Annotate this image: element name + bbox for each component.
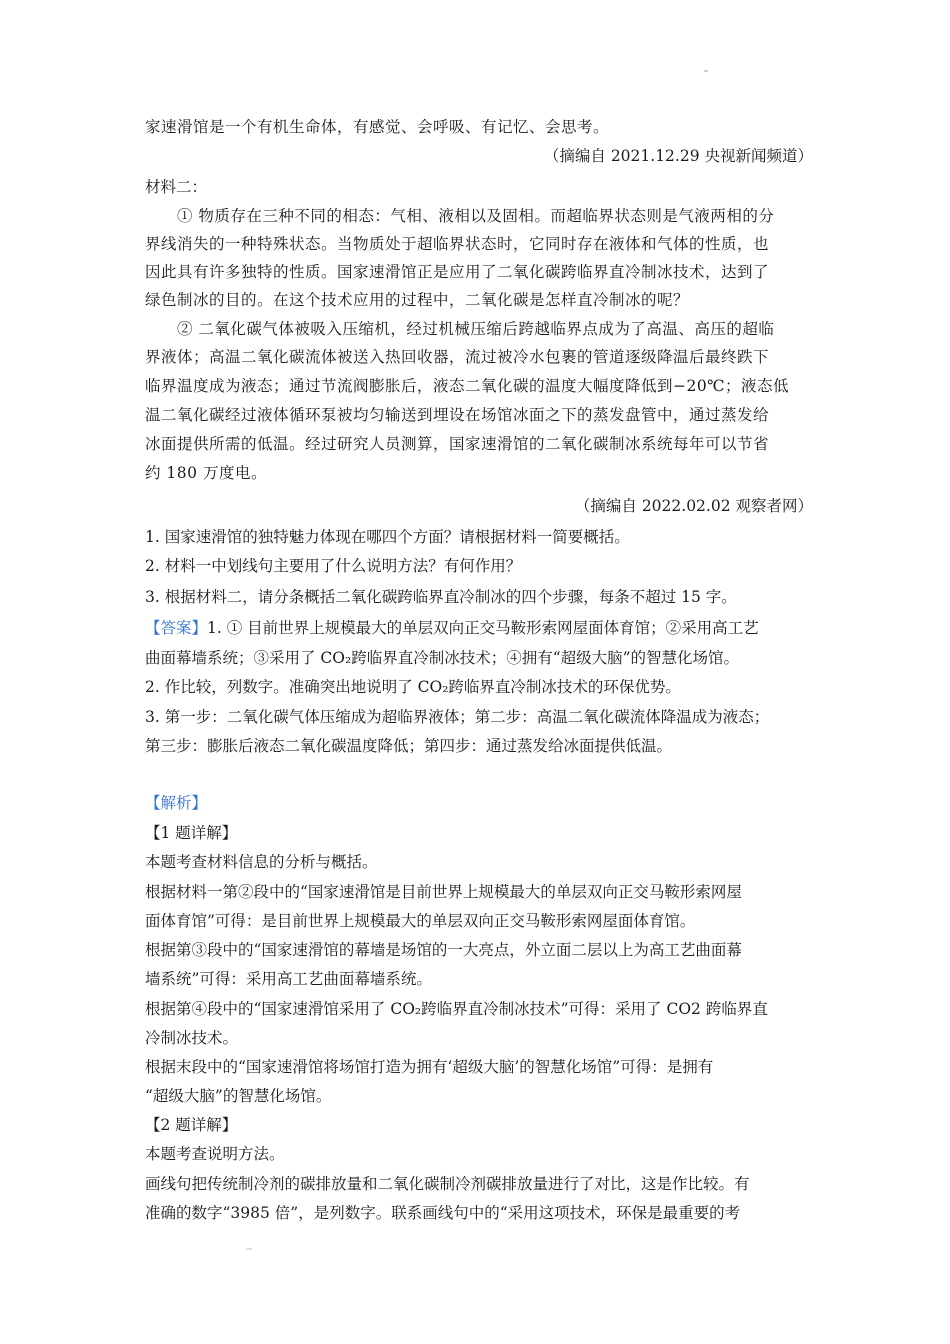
analysis-line: 本题考查说明方法。 bbox=[145, 1145, 285, 1163]
material2-line: 界线消失的一种特殊状态。当物质处于超临界状态时，它同时存在液体和气体的性质，也 bbox=[145, 235, 770, 253]
analysis-line: “超级大脑”的智慧化场馆。 bbox=[145, 1087, 332, 1105]
material2-line: 约 180 万度电。 bbox=[145, 464, 267, 482]
answer-line-1 bbox=[145, 617, 813, 641]
source-citation-2: （摘编自 2022.02.02 观察者网） bbox=[574, 497, 813, 515]
material1-tail: 家速滑馆是一个有机生命体，有感觉、会呼吸、有记忆、会思考。 bbox=[145, 118, 610, 136]
question-2: 2. 材料一中划线句主要用了什么说明方法？有何作用？ bbox=[145, 557, 522, 575]
analysis-line: 【1 题详解】 bbox=[145, 824, 238, 842]
material2-line: 临界温度成为液态；通过节流阀膨胀后，液态二氧化碳的温度大幅度降低到−20℃；液态低 bbox=[145, 377, 790, 395]
material2-line: ① 物质存在三种不同的相态：气相、液相以及固相。而超临界状态则是气液两相的分 bbox=[177, 207, 775, 225]
analysis-line: 根据第③段中的“国家速滑馆的幕墙是场馆的一大亮点，外立面二层以上为高工艺曲面幕 bbox=[145, 941, 742, 959]
analysis-line: 根据末段中的“国家速滑馆将场馆打造为拥有‘超级大脑’的智慧化场馆”可得：是拥有 bbox=[145, 1058, 714, 1076]
page-mark bbox=[246, 1248, 252, 1250]
answer-line: 第三步：膨胀后液态二氧化碳温度降低；第四步：通过蒸发给冰面提供低温。 bbox=[145, 737, 673, 755]
analysis-line: 面体育馆”可得：是目前世界上规模最大的单层双向正交马鞍形索网屋面体育馆。 bbox=[145, 912, 696, 930]
analysis-line: 墙系统”可得：采用高工艺曲面幕墙系统。 bbox=[145, 970, 432, 988]
material2-line: ② 二氧化碳气体被吸入压缩机，经过机械压缩后跨越临界点成为了高温、高压的超临 bbox=[177, 320, 775, 338]
material2-title: 材料二： bbox=[145, 178, 208, 196]
material2-line: 因此具有许多独特的性质。国家速滑馆正是应用了二氧化碳跨临界直冷制冰技术，达到了 bbox=[145, 263, 770, 281]
analysis-label: 【解析】 bbox=[145, 794, 208, 812]
analysis-line: 冷制冰技术。 bbox=[145, 1029, 239, 1047]
question-1: 1. 国家速滑馆的独特魅力体现在哪四个方面？请根据材料一简要概括。 bbox=[145, 528, 630, 546]
question-3: 3. 根据材料二，请分条概括二氧化碳跨临界直冷制冰的四个步骤，每条不超过 15 字。 bbox=[145, 588, 737, 606]
answer-line: 3. 第一步：二氧化碳气体压缩成为超临界液体；第二步：高温二氧化碳流体降温成为液态； bbox=[145, 708, 770, 726]
page-mark bbox=[704, 70, 708, 72]
analysis-line: 准确的数字“3985 倍”，是列数字。联系画线句中的“采用这项技术，环保是最重要的考 bbox=[145, 1204, 741, 1222]
material2-line: 界液体；高温二氧化碳流体被送入热回收器，流过被冷水包裹的管道逐级降温后最终跌下 bbox=[145, 348, 770, 366]
material2-line: 冰面提供所需的低温。经过研究人员测算，国家速滑馆的二氧化碳制冰系统每年可以节省 bbox=[145, 435, 770, 453]
answer-line: 2. 作比较，列数字。准确突出地说明了 CO₂跨临界直冷制冰技术的环保优势。 bbox=[145, 678, 681, 696]
analysis-line: 画线句把传统制冷剂的碳排放量和二氧化碳制冷剂碳排放量进行了对比，这是作比较。有 bbox=[145, 1175, 750, 1193]
answer-label: 【答案】 bbox=[145, 619, 208, 637]
material2-line: 绿色制冰的目的。在这个技术应用的过程中，二氧化碳是怎样直冷制冰的呢？ bbox=[145, 291, 690, 309]
source-citation-1: （摘编自 2021.12.29 央视新闻频道） bbox=[543, 147, 813, 165]
material2-line: 温二氧化碳经过液体循环泵被均匀输送到埋设在场馆冰面之下的蒸发盘管中，通过蒸发给 bbox=[145, 406, 770, 424]
analysis-line: 根据第④段中的“国家速滑馆采用了 CO₂跨临界直冷制冰技术”可得：采用了 CO2 跨临界直 bbox=[145, 1000, 768, 1018]
answer-line: 曲面幕墙系统；③采用了 CO₂跨临界直冷制冰技术；④拥有“超级大脑”的智慧化场馆。 bbox=[145, 649, 740, 667]
analysis-line: 【2 题详解】 bbox=[145, 1116, 238, 1134]
analysis-line: 根据材料一第②段中的“国家速滑馆是目前世界上规模最大的单层双向正交马鞍形索网屋 bbox=[145, 883, 742, 901]
answer-text: 1. ① 目前世界上规模最大的单层双向正交马鞍形索网屋面体育馆；②采用高工艺 bbox=[207, 619, 759, 637]
analysis-line: 本题考查材料信息的分析与概括。 bbox=[145, 853, 378, 871]
